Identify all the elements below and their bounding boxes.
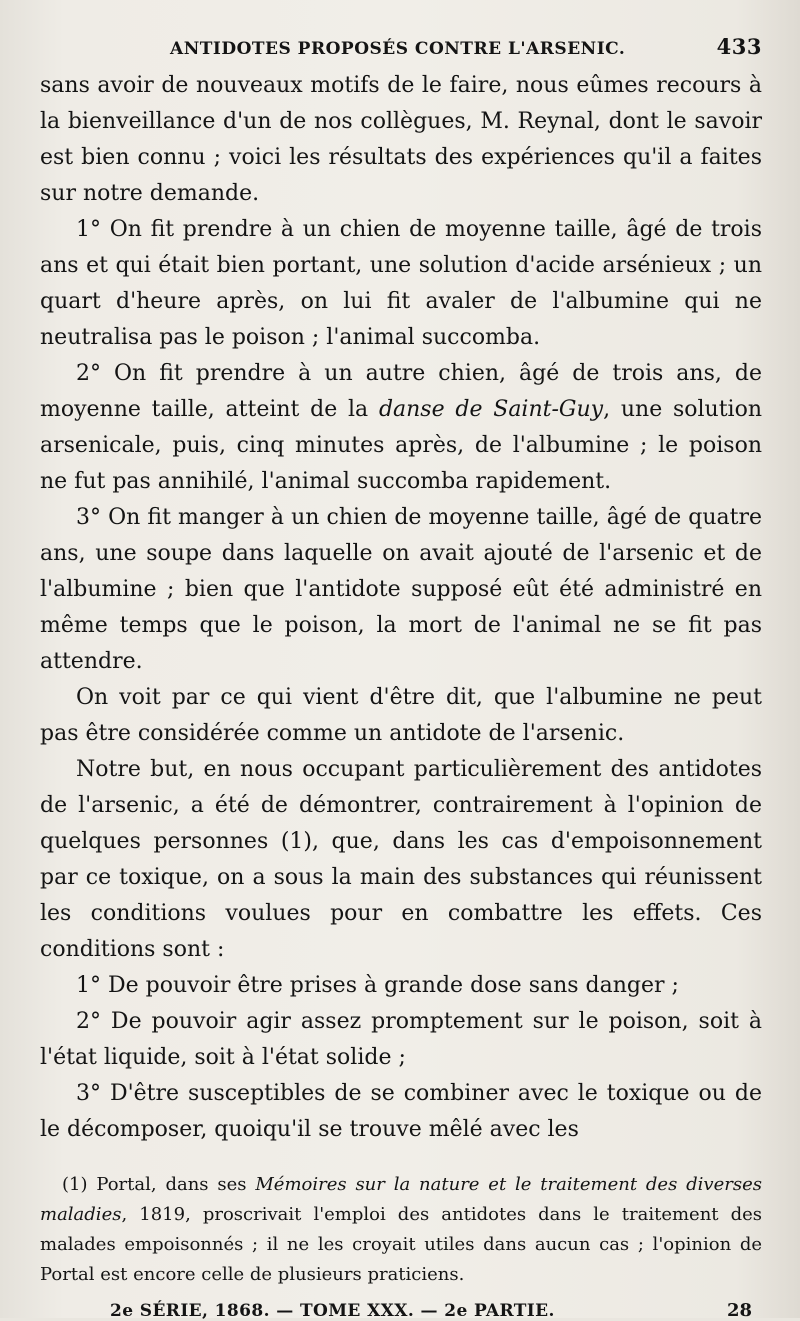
paragraph-condition-1: 1° De pouvoir être prises à grande dose sans danger ; (76, 973, 679, 998)
footnote (40, 1170, 762, 1290)
paragraph-continuation: sans avoir de nouveaux motifs de le faire, nous eûmes recours à la bienveillance d'un de nos collègues, M. Reynal, dont le savoir est bien connu ; voici les résultats des expériences qu'il a faites sur notre demande. (40, 73, 762, 206)
text-run: 2° On fit prendre à un autre chien, âgé de trois ans, de moyenne taille, atteint de la (40, 361, 762, 422)
footnote-text: , 1819, proscrivait l'emploi des antidotes dans le traitement des malades empoisonnés ; il ne les croyait utiles dans aucun cas ; l'opinion de Portal est encore celle de plusieurs praticiens. (40, 1204, 762, 1285)
series-info: 2e SÉRIE, 1868. — TOME XXX. — 2e PARTIE. (110, 1301, 555, 1321)
page-number: 433 (716, 34, 762, 59)
footnote-author: (1) Portal, dans ses (62, 1174, 256, 1195)
paragraph-experiment-2 (40, 356, 762, 500)
signature-mark: 28 (726, 1300, 752, 1321)
running-title: ANTIDOTES PROPOSÉS CONTRE L'ARSENIC. (170, 39, 626, 59)
italic-term: danse de Saint-Guy (378, 397, 604, 422)
text-run: , une solution arsenicale, puis, cinq minutes après, de l'albumine ; le poison ne fut pas annihilé, l'animal succomba rapidement. (40, 397, 763, 494)
body-text (40, 68, 762, 1148)
paragraph-experiment-1: 1° On fit prendre à un chien de moyenne taille, âgé de trois ans et qui était bien portant, une solution d'acide arsénieux ; un quart d'heure après, on lui fit avaler de l'albumine qui ne neutralisa pas le poison ; l'animal succomba. (40, 217, 762, 350)
paragraph-purpose: Notre but, en nous occupant particulièrement des antidotes de l'arsenic, a été de démontrer, contrairement à l'opinion de quelques personnes (1), que, dans les cas d'empoisonnement par ce toxique, on a sous la main des substances qui réunissent les conditions voulues pour en combattre les effets. Ces conditions sont : (40, 757, 762, 962)
footnote-work-title: Mémoires sur la nature et le traitement des diverses maladies (40, 1174, 762, 1225)
paragraph-conclusion: On voit par ce qui vient d'être dit, que l'albumine ne peut pas être considérée comme un antidote de l'arsenic. (40, 685, 762, 746)
paragraph-experiment-3: 3° On fit manger à un chien de moyenne taille, âgé de quatre ans, une soupe dans laquelle on avait ajouté de l'arsenic et de l'albumine ; bien que l'antidote supposé eût été administré en même temps que le poison, la mort de l'animal ne se fit pas attendre. (40, 505, 762, 674)
paragraph-condition-3: 3° D'être susceptibles de se combiner avec le toxique ou de le décomposer, quoiqu'il se trouve mêlé avec les (40, 1081, 762, 1142)
paragraph-condition-2: 2° De pouvoir agir assez promptement sur le poison, soit à l'état liquide, soit à l'état solide ; (40, 1009, 762, 1070)
running-header (40, 34, 762, 68)
